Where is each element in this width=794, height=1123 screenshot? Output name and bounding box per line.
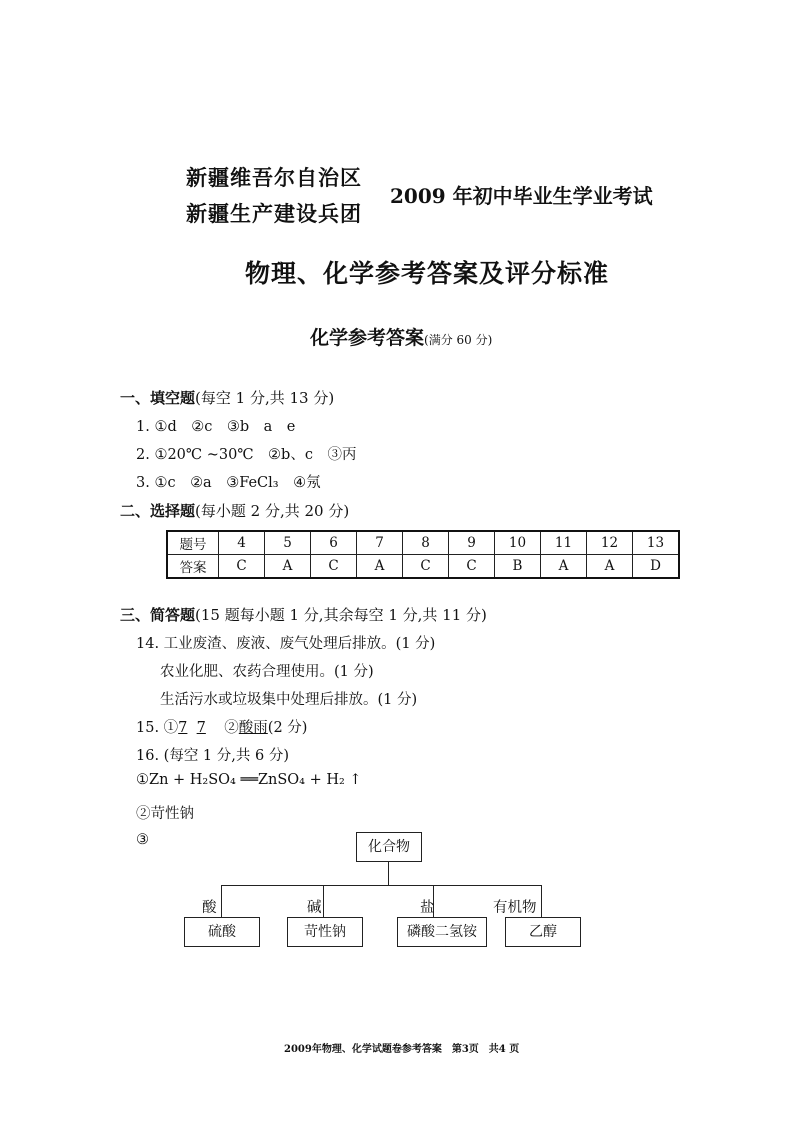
- a-cell: A: [357, 555, 403, 579]
- s1-line-1: 1. ①d ②c ③b a e: [136, 419, 296, 435]
- q16-heading: 16. (每空 1 分,共 6 分): [136, 748, 289, 764]
- q-cell: 12: [587, 531, 633, 555]
- page-footer: 2009年物理、化学试题卷参考答案 第3页 共4 页: [284, 1044, 520, 1055]
- s1-line-3: 3. ①c ②a ③FeCl₃ ④氖: [136, 475, 321, 491]
- example-acid-box: 硫酸: [184, 917, 260, 947]
- q-cell: 8: [403, 531, 449, 555]
- a-cell: A: [265, 555, 311, 579]
- a-cell: A: [587, 555, 633, 579]
- q-cell: 10: [495, 531, 541, 555]
- diagram-root-box: 化合物: [356, 832, 422, 862]
- a-cell: C: [403, 555, 449, 579]
- q-cell: 13: [633, 531, 680, 555]
- a-cell: B: [495, 555, 541, 579]
- example-base-box: 苛性钠: [287, 917, 363, 947]
- section2-note: (每小题 2 分,共 20 分): [195, 502, 350, 520]
- sub-title: [310, 323, 492, 350]
- q15-mid: ②: [224, 720, 239, 736]
- diagram-connector-base: [323, 885, 324, 917]
- row-label-answers: 答案: [167, 555, 219, 579]
- a-cell: C: [449, 555, 495, 579]
- section1-title: 一、填空题: [120, 389, 196, 407]
- row-label-questions: 题号: [167, 531, 219, 555]
- answer-table: [166, 530, 680, 579]
- q-cell: 11: [541, 531, 587, 555]
- main-title: 物理、化学参考答案及评分标准: [245, 259, 610, 288]
- diagram-connector-organic: [541, 885, 542, 917]
- category-salt: 盐: [420, 900, 435, 916]
- q15-answer-b: 7: [196, 720, 206, 736]
- q15-answer-c: 酸雨: [238, 720, 268, 736]
- section3-title: 三、简答题: [120, 606, 196, 624]
- category-base: 碱: [307, 900, 322, 916]
- section1-heading: [120, 387, 334, 408]
- q14-line-2: 农业化肥、农药合理使用。(1 分): [160, 664, 374, 680]
- diagram-connector-bar: [221, 885, 541, 886]
- diagram-connector-acid: [221, 885, 222, 917]
- example-organic-box: 乙醇: [505, 917, 581, 947]
- section2-heading: [120, 500, 349, 521]
- q-cell: 5: [265, 531, 311, 555]
- q15-answer-a: 7: [178, 720, 188, 736]
- a-cell: D: [633, 555, 680, 579]
- org-line-1: 新疆维吾尔自治区: [186, 165, 362, 190]
- q15-line: [136, 716, 307, 737]
- q16-equation: ①Zn + H₂SO₄ ══ZnSO₄ + H₂ ↑: [136, 772, 362, 788]
- q15-suffix: (2 分): [267, 720, 308, 736]
- q16-answer-3: ③: [136, 832, 149, 848]
- sub-title-text: 化学参考答案: [310, 327, 425, 349]
- q-cell: 9: [449, 531, 495, 555]
- q-cell: 4: [219, 531, 265, 555]
- q14-line-3: 生活污水或垃圾集中处理后排放。(1 分): [160, 692, 418, 708]
- sub-title-note: (满分 60 分): [424, 333, 493, 347]
- s1-line-2: 2. ①20℃ ~30℃ ②b、c ③丙: [136, 447, 357, 463]
- category-acid: 酸: [202, 900, 217, 916]
- q14-line-1: 14. 工业废渣、废液、废气处理后排放。(1 分): [136, 636, 436, 652]
- q-cell: 7: [357, 531, 403, 555]
- section3-heading: [120, 604, 487, 625]
- section3-note: (15 题每小题 1 分,其余每空 1 分,共 11 分): [195, 606, 487, 624]
- table-row-questions: [167, 531, 679, 555]
- a-cell: C: [219, 555, 265, 579]
- diagram-connector-root: [388, 861, 389, 885]
- table-row-answers: [167, 555, 679, 579]
- exam-title: 2009 年初中毕业生学业考试: [390, 184, 653, 208]
- example-salt-box: 磷酸二氢铵: [397, 917, 487, 947]
- q15-prefix: 15. ①: [136, 720, 179, 736]
- section2-title: 二、选择题: [120, 502, 196, 520]
- q16-answer-2: ②苛性钠: [136, 806, 194, 822]
- org-line-2: 新疆生产建设兵团: [186, 201, 362, 226]
- a-cell: C: [311, 555, 357, 579]
- category-organic: 有机物: [493, 900, 537, 916]
- q-cell: 6: [311, 531, 357, 555]
- a-cell: A: [541, 555, 587, 579]
- section1-note: (每空 1 分,共 13 分): [195, 389, 335, 407]
